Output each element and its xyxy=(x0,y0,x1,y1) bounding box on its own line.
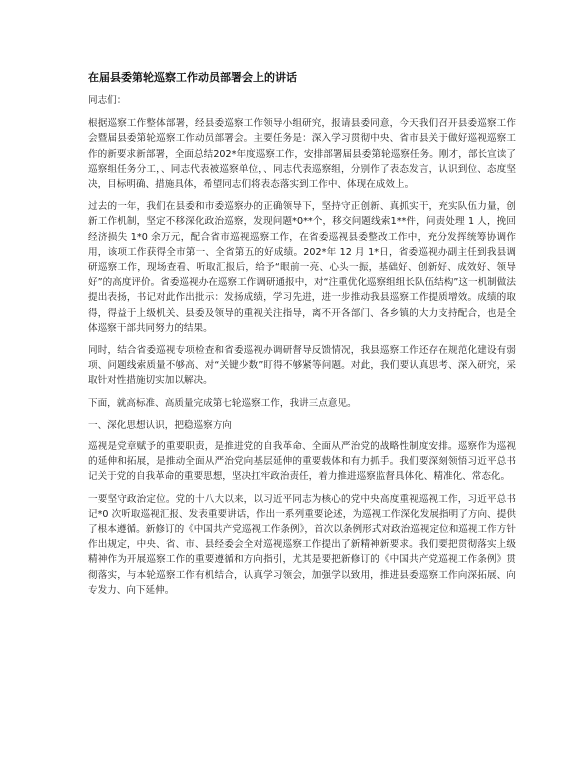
paragraph-problems: 同时，结合省委巡视专项检查和省委巡视办调研督导反馈情况，我县巡察工作还存在规范化建设有弱项、问题线索质量不够高、对“关键少数”盯得不够紧等问题。对此，我们要认真思考、深入研究，采取针对性措施切实加以解决。 xyxy=(88,345,516,387)
document-title: 在届县委第轮巡察工作动员部署会上的讲话 xyxy=(88,71,297,84)
document-page xyxy=(88,70,516,605)
paragraph-section-intro: 巡视是党章赋予的重要职责，是推进党的自我革命、全面从严治党的战略性制度安排。巡察作为巡视的延伸和拓展，是推动全面从严治党向基层延伸的重要载体和有力抓手。我们要深刻领悟习近平总书记关于党的自我革命的重要思想，坚决扛牢政治责任，着力推进巡察监督具体化、精准化、常态化。 xyxy=(88,441,516,483)
paragraph-political-positioning: 一要坚守政治定位。党的十八大以来，以习近平同志为核心的党中央高度重视巡视工作，习近平总书记*0 次听取巡视汇报、发表重要讲话，作出一系列重要论述，为巡视工作深化发展指明了方向、提供了根本遵循。新修订的《中国共产党巡视工作条例》，首次以条例形式对政治巡视定位和巡视工作方针作出规定，中央、省、市、县经委会全对巡视巡察工作提出了新精神新要求。我们要把贯彻落实上级精神作为开展巡察工作的重要遵循和方向指引，尤其是要把新修订的《中国共产党巡视工作条例》贯彻落实，与本轮巡察工作有机结合，认真学习领会，加强学以致用，推进县委巡察工作向深拓展、向专发力、向下延伸。 xyxy=(88,493,516,596)
section-heading: 一、深化思想认识，把稳巡察方向 xyxy=(88,419,232,431)
greeting: 同志们： xyxy=(88,95,127,106)
paragraph-achievements: 过去的一年，我们在县委和市委巡察办的正确领导下，坚持守正创新、真抓实干，充实队伍力量，创新工作机制，坚定不移深化政治巡察，发现问题*0**个，移交问题线索1**件，问责处理 1 人，挽回经济损失 1*0 余万元，配合省市巡视巡察工作，在省委巡视县委整改工作中，充分发挥统筹协调作用，该项工作获得全市第一、全省第五的好成绩。202*年 12 月 1*日，省委巡视办副主任到我县调研巡察工作，现场查看、听取汇报后，给予“眼前一亮、心头一振，基础好、创新好、成效好、领导好”的高度评价。省委巡视办在巡察工作调研通报中，对“注重优化巡察组组长队伍结构”这一机制做法提出表扬，书记对此作出批示：发扬成绩，学习先进，进一步推动我县巡察工作提质增效。成绩的取得，得益于上级机关、县委及领导的重视关注指导，离不开各部门、各乡镇的大力支持配合，也是全体巡察干部共同努力的结果。 xyxy=(88,201,516,334)
paragraph-intro: 根据巡察工作整体部署，经县委巡察工作领导小组研究，报请县委同意，今天我们召开县委巡察工作会暨届县委第轮巡察工作动员部署会。主要任务是：深入学习贯彻中央、省市县关于做好巡视巡察工作的新要求新部署，全面总结202*年度巡察工作，安排部署届县委第轮巡察任务。刚才，部长宣读了巡察组任务分工，、同志代表被巡察单位，、同志代表巡察组，分别作了表态发言，认识到位、态度坚决，目标明确、措施具体，希望同志们将表态落实到工作中、体现在成效上。 xyxy=(88,118,516,191)
paragraph-transition: 下面，就高标准、高质量完成第七轮巡察工作，我讲三点意见。 xyxy=(88,397,357,409)
